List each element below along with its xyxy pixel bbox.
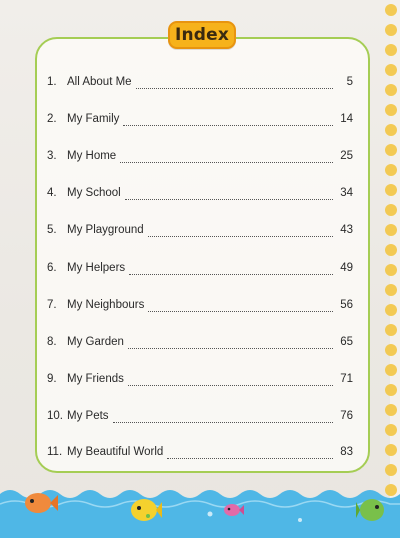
toc-entry-page: 43 <box>340 224 353 236</box>
toc-entry-title: My Neighbours <box>67 299 145 311</box>
dot-leader <box>113 421 333 423</box>
index-title-badge <box>168 21 236 49</box>
toc-entry <box>47 113 353 129</box>
toc-entry-page: 5 <box>346 76 353 88</box>
dot-leader <box>148 310 333 312</box>
dot-leader <box>128 347 333 349</box>
toc-entry-page: 49 <box>340 262 353 274</box>
toc-entry-page: 56 <box>340 299 353 311</box>
toc-entry <box>47 76 353 92</box>
toc-entry-number: 10. <box>47 410 63 422</box>
toc-entry-title: My Home <box>67 150 117 162</box>
toc-entry-title: My Family <box>67 113 120 125</box>
toc-entry-page: 71 <box>340 373 353 385</box>
toc-entry-number: 2. <box>47 113 57 125</box>
toc-entry <box>47 224 353 240</box>
dot-leader <box>125 198 333 200</box>
toc-entry-number: 4. <box>47 187 57 199</box>
toc-entry-page: 76 <box>340 410 353 422</box>
toc-entry-title: All About Me <box>67 76 132 88</box>
toc-entry-title: My Garden <box>67 336 124 348</box>
water-strip-decoration <box>0 480 400 538</box>
toc-entry <box>47 299 353 315</box>
dot-leader <box>123 124 333 126</box>
dot-leader <box>129 273 333 275</box>
toc-entry-page: 25 <box>340 150 353 162</box>
toc-entry <box>47 446 353 462</box>
toc-entry-number: 1. <box>47 76 57 88</box>
dot-leader <box>167 457 333 459</box>
toc-entry-page: 14 <box>340 113 353 125</box>
toc-entry-number: 5. <box>47 224 57 236</box>
toc-entry <box>47 150 353 166</box>
toc-entry <box>47 336 353 352</box>
index-frame <box>35 37 370 473</box>
toc-entry-number: 11. <box>47 446 63 458</box>
toc-entry-page: 34 <box>340 187 353 199</box>
toc-entry-title: My School <box>67 187 121 199</box>
toc-entry-title: My Helpers <box>67 262 126 274</box>
toc-entry-number: 9. <box>47 373 57 385</box>
pink-fish-icon <box>222 502 244 518</box>
toc-entry <box>47 262 353 278</box>
toc-entry-title: My Beautiful World <box>67 446 164 458</box>
toc-entry <box>47 410 353 426</box>
toc-entry-title: My Friends <box>67 373 124 385</box>
toc-entry <box>47 373 353 389</box>
orange-fish-icon <box>22 490 58 516</box>
toc-entry <box>47 187 353 203</box>
yellow-fish-icon <box>128 494 162 524</box>
toc-entry-page: 65 <box>340 336 353 348</box>
green-fish-icon <box>356 494 388 524</box>
dot-leader <box>120 161 333 163</box>
toc-entry-number: 3. <box>47 150 57 162</box>
dot-leader <box>136 87 333 89</box>
toc-entry-title: My Playground <box>67 224 144 236</box>
index-title: Index <box>174 25 230 45</box>
toc-entry-number: 7. <box>47 299 57 311</box>
toc-entry-number: 8. <box>47 336 57 348</box>
scalloped-edge-decoration <box>378 0 400 500</box>
toc-entry-page: 83 <box>340 446 353 458</box>
dot-leader <box>128 384 333 386</box>
toc-entry-title: My Pets <box>67 410 109 422</box>
dot-leader <box>148 235 333 237</box>
toc-entry-number: 6. <box>47 262 57 274</box>
